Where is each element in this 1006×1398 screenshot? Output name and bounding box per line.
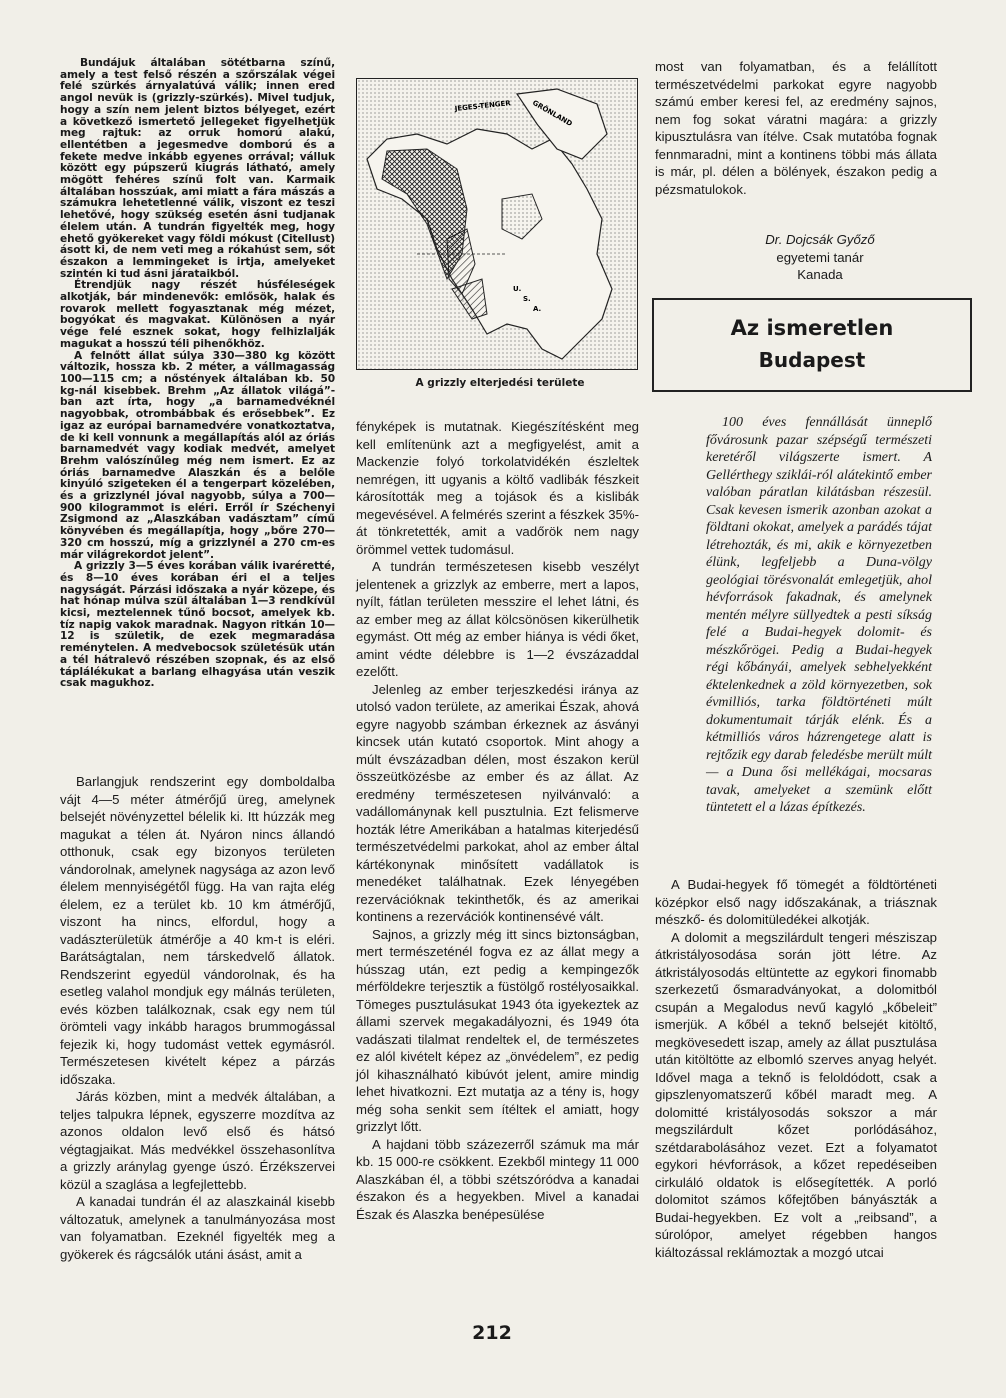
map-label: A. — [533, 305, 542, 313]
paragraph: A felnőtt állat súlya 330—380 kg között változik, hossza kb. 2 méter, a vállmagasság 100—115 cm; a nőstények általában kb. 50 kg-nál kisebbek. Brehm „Az állatok világá”-ban azt írta, hogy „a barnamedvéknél nagyobbak, otrombábbak és erősebbek”. Ez igaz az európai barnamedvére vonatkoztatva, de ki kell vonnunk a megállapítás alól az óriás barnamedvét vagy kodiak medvét, amelyet Brehm valószínűleg még nem ismert. Ez az óriás barnamedve Alaszkán és a belőle kinyúló szigeteken él a tengerpart közelében, és a grizzlynél jóval nagyobb, súlya a 700—900 kilogrammot is eléri. Erről ír Széchenyi Zsigmond az „Alaszkában vadásztam” című könyvében és megállapítja, hogy „bőre 270—320 cm hosszú, míg a grizzlynél a 270 cm-es már világrekordot jelent”. — [60, 349, 335, 561]
map-label: JEGES-TENGER — [454, 99, 512, 113]
page-number: 212 — [472, 1322, 512, 1344]
map-label: U. — [513, 285, 522, 293]
paragraph: Sajnos, a grizzly még itt sincs biztonságban, mert természeténél fogva ez az állat megy a hússzag után, ezt pedig a kempingezők mérföldekre terjesztik a füstölgő rostélyosaikkal. Tömeges pusztulásukat 1943 óta igyekeztek az állami szervek megakadályozni, és 1949 óta vadászati tilalmat rendeltek el, de természetes ez alól kivételt képez az „önvédelem”, ez pedig jól kihasználható kibúvót jelent, amire mindig lehet hivatkozni. Ezt mutatja az a tény is, hogy még soha senkit sem ítéltek el amiatt, hogy grizzlyt lőtt. — [356, 926, 639, 1134]
paragraph: Barlangjuk rendszerint egy domboldalba vájt 4—5 méter átmérőjű üreg, amelynek belsejét növényzettel bélelik ki. Itt húzzák meg magukat a télen át. Nyáron nincs állandó otthonuk, csak egy bizonyos területen vándorolnak, amelynek nagysága az azon levő élelem mennyiségétől függ. Ha van rajta elég élelem, ez a terület kb. 10 km átmérőjű, viszont ha nincs, elfordul, hogy a vadászterületük átmérője a 40 km-t is eléri. Barátságtalan, nem társkedvelő állatok. Rendszerint egyedül vándorolnak, és ha esetleg valahol mondjuk egy málnás területen, evés közben találkoznak, csak egy nem túl örömteli vagy inkább haragos brummogással fejezik ki, hogy tudomást vettek egymásról. Természetesen kivételt képez a párzás időszaka. — [60, 774, 335, 1087]
author-title: egyetemi tanár — [776, 250, 864, 265]
paragraph: A tundrán természetesen kisebb veszélyt jelentenek a grizzlyk az emberre, mert a lapos, nyílt, fátlan területen messzire el lehet látni, és az ember meg az állat kölcsönösen kikerülhetik egymást. Ott még az ember hiánya is védi őket, amint védte délebbre is 1—2 évszázaddal ezelőtt. — [356, 559, 639, 679]
author-name: Dr. Dojcsák Győző — [765, 232, 875, 247]
paragraph: Járás közben, mint a medvék általában, a teljes talpukra lépnek, egyszerre mozdítva az azonos oldalon levő első és hátsó végtagjaikat. Más medvékkel összehasonlítva a grizzly aránylag gyenge úszó. Érzékszervei közül a szaglása a legfejlettebb. — [60, 1089, 335, 1192]
paragraph: A grizzly 3—5 éves korában válik ivaréretté, és 8—10 éves korában éri el a teljes nagyságát. Párzási időszaka a nyár közepe, és hat hónap múlva szül általában 1—3 rendkívül kicsi, meztelennek tűnő bocsot, amelyek kb. tíz napig vakok maradnak. Nagyon ritkán 10—12 is születik, de ezek megmaradása reménytelen. A medvebocsok születésük után a tél hátralevő részében szopnak, és az első táplálékukat a barlang elhagyása után veszik csak magukhoz. — [60, 560, 335, 690]
paragraph: fényképek is mutatnak. Kiegészítésként meg kell említenünk azt a megfigyelést, amit a Mackenzie folyó torkolatvidékén észleltek nemrégen, itt ugyanis a költő vadlibák fészkeit károsították meg a tojások és a kislibák megevésével. A felmérés szerint a fészkek 35%-át tönkretették, amit a vadőrök nem nagy örömmel vettek tudomásul. — [356, 419, 639, 557]
paragraph: A kanadai tundrán él az alaszkainál kisebb változatuk, amelynek a tanulmányozása most van folyamatban. Ezeknél figyelték meg a gyökerek és rágcsálók utáni ásást, amit a — [60, 1194, 335, 1262]
paragraph: A dolomit a megszilárdult tengeri mésziszap átkristályosodása során jött létre. Az átkristályosodás eltüntette az egykori finomabb szerkezetű ősmaradványokat, a dolomitból csupán a Megalodus nevű kagyló „kőbeleit” ismerjük. A kőbél a teknő belsejét kitöltő, megkövesedett iszap, amely az állat pusztulása után kitöltötte az elbomló szerves anyag helyét. Idővel maga a teknő is feloldódott, csak a gipszlenyomatszerű kőbél maradt meg. A dolomitté kristályosodás sokszor a már megszilárdult kőzet porlódásához, szétdarabolásához vezet. Ezt a folyamatot egykori hévforrások, a kőzet repedéseiben cirkuláló oldatok is elősegítették. A porló dolomitot számos kőfejtőben bányászták a Budai-hegyekben. Ez volt a „reibsand”, a súrolópor, amelyet régebben hangos kiáltozással reklámoztak a mozgó utcai — [655, 929, 937, 1260]
grizzly-range-map — [356, 78, 638, 370]
middle-body-text — [356, 418, 639, 1223]
paragraph: most van folyamatban, és a felállított természetvédelmi parkokat egyre nagyobb számú ember keresi fel, az eredmény sajnos, nem fog sokat váratni magára: a grizzly kipusztulásra van ítélve. Csak mutatóba fognak fennmaradni, mint a kontinens többi más állata is már, pl. délen a bölények, északon pedig a pézsmatulokok. — [655, 59, 937, 197]
article-intro — [706, 414, 932, 817]
map-label: GRÖNLAND — [531, 98, 574, 128]
right-top-text — [655, 58, 937, 198]
article-title-line2: Budapest — [758, 348, 866, 372]
paragraph: A Budai-hegyek fő tömegét a földtörténeti középkor első nagy időszakának, a triásznak mészkő- és dolomitüledékei alkotják. — [655, 877, 937, 927]
paragraph: Jelenleg az ember terjeszkedési iránya az utolsó vadon területe, az amerikai Észak, ahová egyre nagyobb számban érkeznek az ásványi kincsek után kutató csoportok. Mint ahogy a múlt évszázadban délen, most északon kerül összeütközésbe az ember és az állat. Az eredmény természetesen nyilvánvaló: a vadállománynak kell pusztulnia. Ezt felismerve hozták létre Amerikában a hatalmas kiterjedésű természetvédelmi parkokat, ahol az ember által kártékonynak minősített vadállatok is menedéket találhatnak. Ezek lényegében rezervációknak tekinthetők, és az amerikai kontinens a rezervációk kontinensévé vált. — [356, 681, 639, 924]
map-caption: A grizzly elterjedési területe — [415, 377, 585, 389]
paragraph: 100 éves fennállását ünneplő fővárosunk pazar szépségű természeti keretéről világszerte ismert. A Gellérthegy sziklái-ról alátekintő ember valóban páratlan kilátásban részesül. Csak kevesen ismerik azonban azokat a földtani okokat, amelyek a parádés tájat létrehozták, és mi, akik e környezetben élünk, legfeljebb a Duna-völgy geológiai törésvonalát emlegetjük, ahol hévforrások fakadnak, és amelynek mentén mélyre süllyedtek a pesti síkság felé a Budai-hegyek dolomit- és mészkőrögei. Pedig a Budai-hegyek régi kőbányái, amelyek sebhelyekként éktelenkednek a zöld környezetben, sok évmilliós, tarka földtörténeti múlt dokumentumait tárják elénk. És a kétmilliós város házrengetege alatt is rejtőzik egy darab feledésbe merült múlt — a Duna ősi mellékágai, mocsaras tavak, amelyeket a szemünk előtt tüntetett el a lázas építkezés. — [706, 415, 932, 815]
right-body-text — [655, 876, 937, 1261]
paragraph: Étrendjük nagy részét húsféleségek alkotják, bár mindenevők: emlősök, halak és rovarok mellett fogyasztanak még mézet, bogyókat és magvakat. Különösen a nyár vége felé esznek sokat, hogy felhizlalják magukat a hosszú téli pihenőkhöz. — [60, 279, 335, 350]
article-title-box — [652, 298, 972, 392]
left-small-text — [60, 58, 335, 754]
author-place: Kanada — [797, 267, 843, 282]
article-title-line1: Az ismeretlen — [730, 316, 894, 340]
map-label: S. — [523, 295, 531, 303]
map-graphic — [357, 79, 637, 369]
paragraph: A hajdani több százezerről számuk ma már kb. 15 000-re csökkent. Ezekből mintegy 11 000 Alaszkában él, a többi szétszóródva a kanadai északon és a hegyekben. Mivel a kanadai Észak és Alaszka benépesülése — [356, 1136, 639, 1222]
paragraph: Bundájuk általában sötétbarna színű, amely a test felső részén a szőrszálak végei felé szürkés árnyalatúvá válik; innen ered angol nevük is (grizzly-szürkés). Mivel tudjuk, hogy a szín nem jelent biztos bélyeget, ezért a következő ismertető jellegeket figyelhetjük meg rajtuk: az orruk homorú alakú, ellentétben a jegesmedve domború és a fekete medve inkább egyenes orrával; válluk között egy púpszerű kiugrás látható, amely mögött fehéres színű folt van. Karmaik általában hosszúak, ami miatt a fára mászás a számukra lehetetlenné válik, viszont ez teszi lehetővé, hogy szükség esetén ásni tudjanak élelem után. A tundrán figyelték meg, hogy ehető gyökereket vagy földi mókust (Citellust) ásott ki, de nem veti meg a rókahúst sem, sőt északon a lemmingeket is irtja, amelyeket szintén ki tud ásni járataikból. — [60, 57, 335, 280]
left-body-text — [60, 773, 335, 1263]
